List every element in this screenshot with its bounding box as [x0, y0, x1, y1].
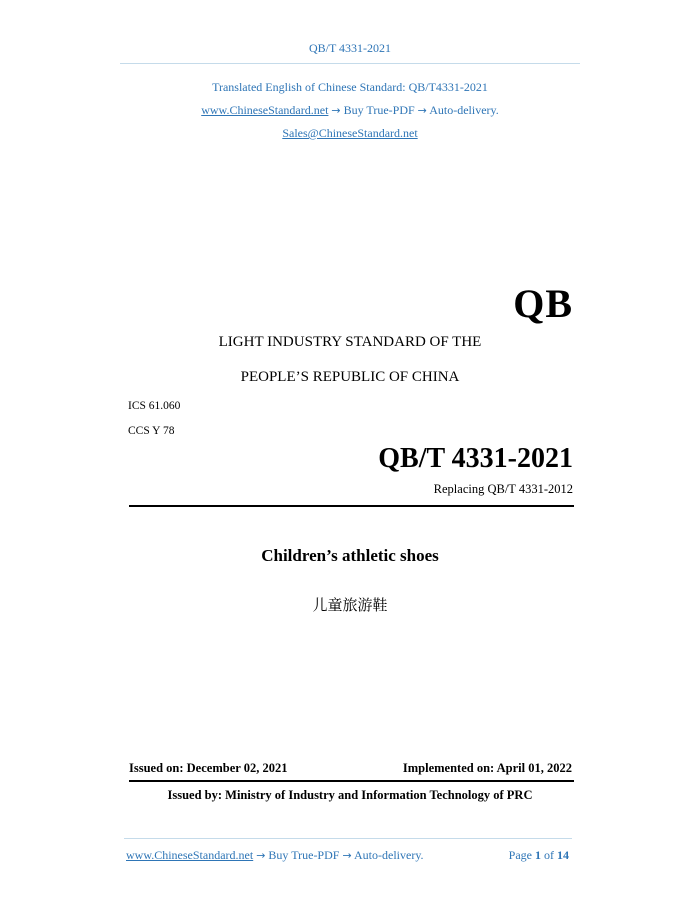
- arrow-right-icon: →: [256, 849, 266, 862]
- page-total: 14: [557, 848, 569, 862]
- document-title: Children’s athletic shoes: [261, 546, 439, 565]
- page-indicator: [509, 848, 569, 863]
- arrow-right-icon: →: [331, 104, 341, 117]
- footer-site-link[interactable]: www.ChineseStandard.net: [126, 848, 254, 862]
- standard-abbreviation: QB: [513, 281, 573, 326]
- header-divider: [120, 63, 580, 64]
- standard-category-line1: LIGHT INDUSTRY STANDARD OF THE: [218, 334, 482, 350]
- page-number: 1: [535, 848, 541, 862]
- issued-by: Issued by: Ministry of Industry and Information Technology of PRC: [167, 788, 533, 802]
- arrow-right-icon: →: [417, 104, 427, 117]
- standard-number: QB/T 4331-2021: [378, 443, 573, 474]
- buy-text: Buy True-PDF: [343, 103, 415, 117]
- document-title-chinese: 儿童旅游鞋: [312, 596, 388, 614]
- issue-divider: [129, 780, 574, 782]
- footer-buy-text: Buy True-PDF: [268, 848, 340, 862]
- ics-code: ICS 61.060: [128, 400, 181, 412]
- delivery-text: Auto-delivery.: [429, 103, 499, 117]
- translation-notice: Translated English of Chinese Standard: QB/T4331-2021: [212, 80, 488, 94]
- site-link[interactable]: www.ChineseStandard.net: [201, 103, 329, 117]
- ccs-code: CCS Y 78: [128, 425, 175, 437]
- email-link[interactable]: Sales@ChineseStandard.net: [282, 126, 418, 140]
- replacing-note: Replacing QB/T 4331-2012: [433, 482, 573, 496]
- footer-delivery-text: Auto-delivery.: [354, 848, 424, 862]
- title-divider: [129, 505, 574, 507]
- implemented-on: Implemented on: April 01, 2022: [402, 761, 572, 775]
- standard-category-line2: PEOPLE’S REPUBLIC OF CHINA: [240, 369, 460, 385]
- of-word: of: [544, 848, 554, 862]
- purchase-line: [0, 103, 700, 118]
- email-line: [0, 126, 700, 141]
- footer-divider: [124, 838, 572, 839]
- arrow-right-icon: →: [342, 849, 352, 862]
- page-word: Page: [508, 848, 532, 862]
- running-header: QB/T 4331-2021: [308, 41, 392, 55]
- footer-purchase-line: [126, 848, 424, 863]
- issued-on: Issued on: December 02, 2021: [129, 761, 288, 775]
